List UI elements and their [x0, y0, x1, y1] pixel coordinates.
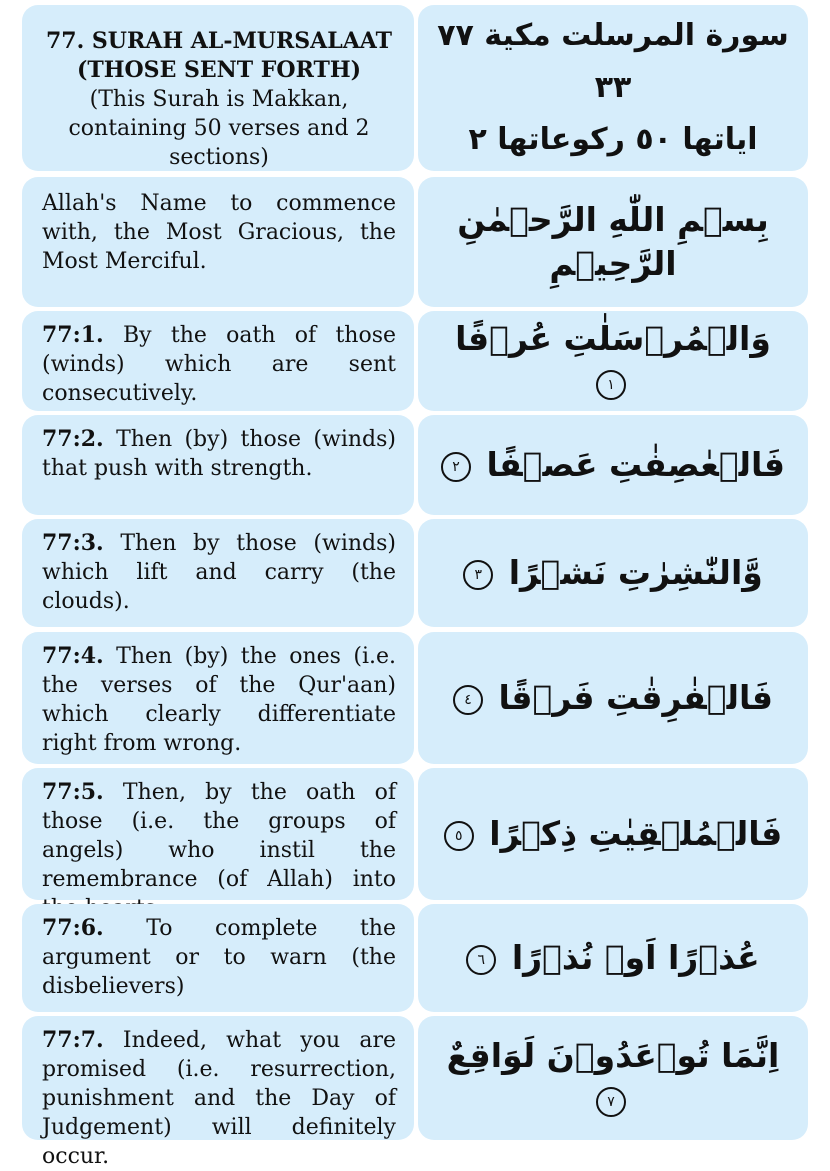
surah-subtitle: (THOSE SENT FORTH) [76, 57, 362, 83]
verse-arabic-text: عُذۡرًا اَوۡ نُذۡرًا [511, 938, 760, 977]
surah-header-english [22, 5, 414, 171]
verse-arabic-text: فَالۡعٰصِفٰتِ عَصۡفًا [486, 445, 786, 484]
verse-row [22, 632, 808, 764]
verse-row [22, 311, 808, 411]
verse-english [22, 904, 414, 1012]
verse-english [22, 1016, 414, 1169]
verse-number-marker: ١ [596, 370, 626, 400]
surah-header-row [22, 5, 808, 171]
verse-number-marker: ٧ [596, 1087, 626, 1117]
verse-arabic [418, 632, 808, 764]
verse-text: Indeed, what you are promised (i.e. resurrection, punishment and the Day of Judgement) will definitely occur. [42, 1028, 396, 1169]
verse-ref: 77:6. [42, 915, 104, 941]
bismillah-row [22, 177, 808, 307]
verse-number-marker: ٦ [466, 945, 496, 975]
verse-arabic-text: وَّالنّٰشِرٰتِ نَشۡرًا [508, 553, 763, 592]
verse-text: Then by those (winds) which lift and carry (the clouds). [42, 531, 396, 614]
verse-row [22, 1016, 808, 1169]
bismillah-english [22, 177, 414, 307]
verse-english [22, 415, 414, 515]
verse-ref: 77:4. [42, 643, 104, 669]
verse-arabic-text: وَالۡمُرۡسَلٰتِ عُرۡفًا [455, 319, 771, 358]
verse-number-marker: ٥ [444, 821, 474, 851]
surah-title: 77. SURAH AL-MURSALAAT [45, 28, 393, 54]
verse-english [22, 519, 414, 627]
verse-row [22, 519, 808, 627]
surah-header-arabic-line2: اياتها ٥٠ ركوعاتها ٢ [468, 122, 758, 157]
verse-number-marker: ٢ [441, 452, 471, 482]
surah-header-arabic [418, 5, 808, 171]
verse-arabic [418, 904, 808, 1012]
verse-ref: 77:5. [42, 779, 104, 805]
verse-text: Then, by the oath of those (i.e. the groups of angels) who instil the remembrance (of Allah) into [42, 780, 397, 892]
verse-arabic [418, 415, 808, 515]
verse-arabic [418, 519, 808, 627]
verse-ref: 77:3. [42, 530, 104, 556]
verse-english [22, 768, 414, 900]
verse-arabic-text: اِنَّمَا تُوۡعَدُوۡنَ لَوَاقِعٌ [446, 1036, 780, 1075]
verse-text: Then (by) those (winds) that push with strength. [42, 427, 397, 481]
bismillah-arabic [418, 177, 808, 307]
verse-arabic-text: فَالۡفٰرِقٰتِ فَرۡقًا [498, 678, 773, 717]
verse-row [22, 415, 808, 515]
verse-text: By the oath of those (winds) which are sent consecutively. [42, 323, 397, 406]
bismillah-text: Allah's Name to commence with, the Most Gracious, the Most Merciful. [42, 191, 396, 274]
verse-arabic-text: فَالۡمُلۡقِيٰتِ ذِكۡرًا [489, 814, 783, 853]
verse-ref: 77:1. [42, 322, 104, 348]
surah-note: (This Surah is Makkan, containing 50 verses and 2 sections) [68, 87, 370, 170]
verse-number-marker: ٤ [453, 685, 483, 715]
verse-text: Then (by) the ones (i.e. the verses of the Qur'aan) which clearly differentiate right from wrong. [42, 644, 397, 756]
verse-number-marker: ٣ [463, 560, 493, 590]
verse-english [22, 632, 414, 764]
verse-arabic [418, 768, 808, 900]
verse-arabic [418, 1016, 808, 1140]
verse-ref: 77:2. [42, 426, 104, 452]
surah-header-arabic-line1: سورة المرسلت مكية ٧٧ ٣٣ [437, 18, 789, 105]
verse-english [22, 311, 414, 411]
verse-ref: 77:7. [42, 1027, 104, 1053]
verse-text: To complete the argument or to warn (the disbelievers) [42, 916, 396, 999]
verse-row [22, 904, 808, 1012]
verse-row [22, 768, 808, 900]
bismillah-arabic-text: بِسۡمِ اللّٰهِ الرَّحۡمٰنِ الرَّحِيۡمِ [457, 200, 769, 283]
verse-arabic [418, 311, 808, 411]
